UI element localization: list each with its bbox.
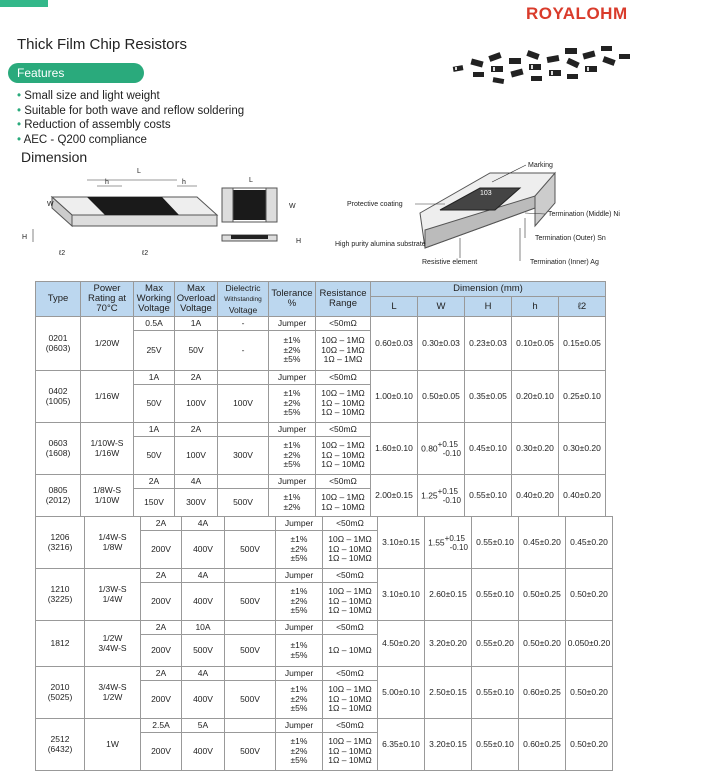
table-row-jumper (36, 667, 613, 681)
cell-dim-W: 2.60±0.15 (425, 569, 472, 621)
cell-range: 10Ω – 1MΩ 1Ω – 10MΩ 1Ω – 10MΩ (316, 385, 371, 423)
cell-dim-H: 0.23±0.03 (465, 317, 512, 371)
cell-dielectric: 100V (218, 385, 269, 423)
header-dielectric (218, 282, 269, 317)
cell-dielectric: 300V (218, 437, 269, 475)
cell-jumper-range: <50mΩ (323, 667, 378, 681)
cell-dim-L: 0.60±0.03 (371, 317, 418, 371)
cell-overload: 400V (182, 583, 225, 621)
cell-dim-h: 0.30±0.20 (512, 423, 559, 475)
cell-jumper-range: <50mΩ (323, 621, 378, 635)
type-code: 2512 (50, 734, 70, 744)
dim-label-H: H (22, 234, 28, 241)
spec-table-lower (35, 516, 613, 771)
cell-dielectric: 500V (218, 489, 269, 517)
type-code: 1210 (50, 584, 70, 594)
dim-label-l2b: ℓ2 (142, 250, 149, 257)
cell-type (36, 317, 81, 371)
type-code: 1812 (50, 637, 70, 648)
cell-type (36, 517, 85, 569)
cell-jumper-overload: 5A (182, 719, 225, 733)
cell-overload: 50V (175, 331, 218, 371)
cell-tolerance: ±1% ±2% (269, 489, 316, 517)
cell-jumper-tol: Jumper (276, 719, 323, 733)
dim-label-W: W (47, 201, 54, 208)
cell-jumper-dielectric (225, 719, 276, 733)
cell-working: 50V (134, 385, 175, 423)
cell-jumper-overload: 4A (182, 667, 225, 681)
cell-jumper-dielectric (225, 517, 276, 531)
cell-jumper-overload: 4A (182, 517, 225, 531)
cell-dim-W: 3.20±0.20 (425, 621, 472, 667)
cell-dim-L: 1.60±0.10 (371, 423, 418, 475)
label-termination-middle: Termination (Middle) Ni (548, 211, 620, 218)
cell-jumper-tol: Jumper (276, 517, 323, 531)
table-row-jumper (36, 371, 606, 385)
table-row-jumper (36, 423, 606, 437)
header-h: h (512, 297, 559, 317)
cell-type (36, 475, 81, 517)
cell-type (36, 423, 81, 475)
table-row-jumper (36, 317, 606, 331)
cell-jumper-working: 2A (141, 621, 182, 635)
cell-dim-h: 0.60±0.25 (519, 719, 566, 771)
dimension-drawing (17, 160, 317, 265)
cell-dim-W: 3.20±0.15 (425, 719, 472, 771)
cell-dielectric: - (218, 331, 269, 371)
cell-jumper-overload: 1A (175, 317, 218, 331)
cell-overload: 400V (182, 733, 225, 771)
cell-jumper-overload: 4A (182, 569, 225, 583)
cell-dim-h: 0.45±0.20 (519, 517, 566, 569)
cell-dim-L: 1.00±0.10 (371, 371, 418, 423)
cell-dim-W: 1.55+0.15 -0.10 (425, 517, 472, 569)
brand-logo: ROYALOHM (526, 4, 628, 23)
table-row-jumper (36, 517, 613, 531)
cell-dim-L: 2.00±0.15 (371, 475, 418, 517)
type-code: 1206 (50, 532, 70, 542)
cell-jumper-tol: Jumper (269, 371, 316, 385)
cell-jumper-overload: 4A (175, 475, 218, 489)
cell-jumper-dielectric (218, 423, 269, 437)
cell-dim-H: 0.55±0.20 (472, 621, 519, 667)
cell-overload: 500V (182, 635, 225, 667)
cell-jumper-overload: 2A (175, 423, 218, 437)
cell-power: 1/8W-S 1/10W (81, 475, 134, 517)
page-title: Thick Film Chip Resistors (17, 36, 188, 53)
cell-range: 10Ω – 1MΩ 1Ω – 10MΩ 1Ω – 10MΩ (323, 531, 378, 569)
chip-resistors-image (443, 40, 643, 90)
cell-power: 1W (85, 719, 141, 771)
cell-jumper-dielectric (218, 475, 269, 489)
table-body-bottom (36, 517, 613, 771)
cell-jumper-range: <50mΩ (323, 569, 378, 583)
cell-dim-H: 0.55±0.10 (472, 667, 519, 719)
cell-working: 200V (141, 531, 182, 569)
header-max-working: Max Working Voltage (134, 282, 175, 317)
cell-dim-W: 0.80+0.15 -0.10 (418, 423, 465, 475)
cell-range: 1Ω – 10MΩ (323, 635, 378, 667)
header-H: H (465, 297, 512, 317)
cell-working: 200V (141, 583, 182, 621)
cell-dim-H: 0.55±0.10 (472, 517, 519, 569)
cell-dim-l2: 0.25±0.10 (559, 371, 606, 423)
table-row-jumper (36, 569, 613, 583)
cell-dim-H: 0.55±0.10 (472, 719, 519, 771)
type-metric: (3216) (47, 541, 73, 552)
cell-working: 50V (134, 437, 175, 475)
cell-dim-h: 0.10±0.05 (512, 317, 559, 371)
cell-dim-W: 1.25+0.15 -0.10 (418, 475, 465, 517)
cell-jumper-working: 2A (134, 475, 175, 489)
cell-dim-l2: 0.050±0.20 (566, 621, 613, 667)
cell-jumper-tol: Jumper (269, 475, 316, 489)
type-code: 0201 (48, 333, 68, 343)
cell-jumper-tol: Jumper (269, 317, 316, 331)
header-L: L (371, 297, 418, 317)
cell-range: 10Ω – 1MΩ 1Ω – 10MΩ 1Ω – 10MΩ (316, 437, 371, 475)
cell-range: 10Ω – 1MΩ 1Ω – 10MΩ 1Ω – 10MΩ (323, 733, 378, 771)
cell-dielectric: 500V (225, 733, 276, 771)
cell-jumper-dielectric (225, 569, 276, 583)
cell-range: 10Ω – 1MΩ 1Ω – 10MΩ (316, 489, 371, 517)
header-resistance: Resistance Range (316, 282, 371, 317)
features-label: Features (17, 66, 65, 80)
cell-dim-W: 2.50±0.15 (425, 667, 472, 719)
cell-jumper-range: <50mΩ (316, 475, 371, 489)
cell-tolerance: ±1% ±2% ±5% (276, 531, 323, 569)
cell-power: 1/2W 3/4W-S (85, 621, 141, 667)
cell-working: 200V (141, 681, 182, 719)
header-max-overload: Max Overload Voltage (175, 282, 218, 317)
cell-dim-L: 6.35±0.10 (378, 719, 425, 771)
cell-dim-L: 3.10±0.10 (378, 569, 425, 621)
dim-label-l2: ℓ2 (59, 250, 66, 257)
cell-jumper-tol: Jumper (276, 621, 323, 635)
cutaway-diagram (330, 158, 660, 273)
type-code: 0402 (48, 386, 68, 396)
header-power: Power Rating at 70°C (81, 282, 134, 317)
cell-dim-h: 0.40±0.20 (512, 475, 559, 517)
cell-working: 150V (134, 489, 175, 517)
table-row-jumper (36, 475, 606, 489)
cell-power: 1/4W-S 1/8W (85, 517, 141, 569)
dim-label-W2: W (289, 203, 296, 210)
table-row-jumper (36, 621, 613, 635)
cell-jumper-range: <50mΩ (316, 317, 371, 331)
cell-dim-l2: 0.50±0.20 (566, 719, 613, 771)
header-dielectric-line2: Withstanding (224, 296, 262, 303)
cell-working: 25V (134, 331, 175, 371)
cell-overload: 100V (175, 437, 218, 475)
cell-jumper-overload: 10A (182, 621, 225, 635)
cell-dielectric: 500V (225, 635, 276, 667)
cell-dielectric: 500V (225, 681, 276, 719)
header-l2: ℓ2 (559, 297, 606, 317)
cell-dim-L: 3.10±0.15 (378, 517, 425, 569)
cell-power: 3/4W-S 1/2W (85, 667, 141, 719)
cell-jumper-tol: Jumper (276, 569, 323, 583)
cell-jumper-dielectric: - (218, 317, 269, 331)
cell-dim-L: 4.50±0.20 (378, 621, 425, 667)
cell-range: 10Ω – 1MΩ 10Ω – 1MΩ 1Ω – 1MΩ (316, 331, 371, 371)
features-badge (8, 63, 144, 83)
header-W: W (418, 297, 465, 317)
cell-jumper-overload: 2A (175, 371, 218, 385)
type-metric: (2012) (45, 494, 71, 505)
cell-jumper-working: 0.5A (134, 317, 175, 331)
header-dimension: Dimension (mm) (371, 282, 606, 297)
cell-dim-H: 0.55±0.10 (472, 569, 519, 621)
cell-dim-l2: 0.50±0.20 (566, 667, 613, 719)
label-termination-inner: Termination (Inner) Ag (530, 259, 599, 266)
feature-list (17, 89, 244, 147)
feature-item: • AEC - Q200 compliance (17, 133, 244, 148)
cell-dim-h: 0.50±0.25 (519, 569, 566, 621)
cell-jumper-working: 2A (141, 667, 182, 681)
cell-type (36, 621, 85, 667)
cell-dielectric: 500V (225, 583, 276, 621)
cell-power: 1/10W-S 1/16W (81, 423, 134, 475)
cell-dim-H: 0.55±0.10 (465, 475, 512, 517)
cell-jumper-tol: Jumper (276, 667, 323, 681)
feature-item: • Reduction of assembly costs (17, 118, 244, 133)
cell-dim-H: 0.45±0.10 (465, 423, 512, 475)
cell-dim-l2: 0.40±0.20 (559, 475, 606, 517)
cell-working: 200V (141, 635, 182, 667)
cell-working: 200V (141, 733, 182, 771)
cell-type (36, 667, 85, 719)
type-metric: (1608) (45, 447, 71, 458)
cell-dim-H: 0.35±0.05 (465, 371, 512, 423)
cell-dim-L: 5.00±0.10 (378, 667, 425, 719)
dim-label-L2: L (249, 177, 253, 184)
cell-dielectric: 500V (225, 531, 276, 569)
feature-item: • Small size and light weight (17, 89, 244, 104)
header-dielectric-line3: Voltage (228, 305, 258, 315)
cell-tolerance: ±1% ±2% ±5% (269, 331, 316, 371)
cell-dim-h: 0.60±0.25 (519, 667, 566, 719)
cell-jumper-dielectric (218, 371, 269, 385)
cell-jumper-working: 2.5A (141, 719, 182, 733)
cell-overload: 400V (182, 531, 225, 569)
cell-tolerance: ±1% ±2% ±5% (276, 681, 323, 719)
type-metric: (6432) (47, 743, 73, 754)
dim-label-h2: h (182, 179, 186, 186)
header-dielectric-line1: Dielectric (225, 283, 261, 293)
label-resistive: Resistive element (422, 259, 478, 266)
cell-jumper-dielectric (225, 621, 276, 635)
cell-dim-h: 0.20±0.10 (512, 371, 559, 423)
header-tolerance: Tolerance % (269, 282, 316, 317)
table-body-top (36, 317, 606, 517)
type-metric: (3225) (47, 593, 73, 604)
cell-power: 1/16W (81, 371, 134, 423)
dim-label-h: h (105, 179, 109, 186)
cell-overload: 300V (175, 489, 218, 517)
marking-code: 103 (480, 190, 492, 197)
cell-jumper-range: <50mΩ (316, 423, 371, 437)
label-substrate: High purity alumina substrate (335, 241, 426, 248)
cell-jumper-range: <50mΩ (323, 719, 378, 733)
cell-dim-W: 0.30±0.03 (418, 317, 465, 371)
cell-tolerance: ±1% ±2% ±5% (276, 583, 323, 621)
cell-type (36, 569, 85, 621)
type-code: 2010 (50, 682, 70, 692)
cell-jumper-working: 2A (141, 517, 182, 531)
dim-label-L: L (137, 168, 141, 175)
cell-type (36, 719, 85, 771)
cell-range: 10Ω – 1MΩ 1Ω – 10MΩ 1Ω – 10MΩ (323, 583, 378, 621)
cell-dim-l2: 0.15±0.05 (559, 317, 606, 371)
cell-jumper-working: 1A (134, 423, 175, 437)
table-header-row (36, 282, 606, 297)
cell-power: 1/3W-S 1/4W (85, 569, 141, 621)
type-metric: (5025) (47, 691, 73, 702)
cell-tolerance: ±1% ±2% ±5% (269, 385, 316, 423)
dim-label-H2: H (296, 238, 302, 245)
cell-dim-l2: 0.30±0.20 (559, 423, 606, 475)
type-code: 0603 (48, 438, 68, 448)
corner-tab (0, 0, 48, 7)
spec-table (35, 281, 606, 517)
cell-jumper-working: 1A (134, 371, 175, 385)
type-metric: (1005) (45, 395, 71, 406)
cell-jumper-range: <50mΩ (316, 371, 371, 385)
cell-tolerance: ±1% ±2% ±5% (276, 733, 323, 771)
cell-dim-h: 0.50±0.20 (519, 621, 566, 667)
table-row-jumper (36, 719, 613, 733)
cell-jumper-range: <50mΩ (323, 517, 378, 531)
type-metric: (0603) (45, 342, 71, 353)
cell-dim-W: 0.50±0.05 (418, 371, 465, 423)
cell-power: 1/20W (81, 317, 134, 371)
cell-overload: 400V (182, 681, 225, 719)
cell-range: 10Ω – 1MΩ 1Ω – 10MΩ 1Ω – 10MΩ (323, 681, 378, 719)
header-type: Type (36, 282, 81, 317)
feature-item: • Suitable for both wave and reflow soldering (17, 104, 244, 119)
cell-tolerance: ±1% ±2% ±5% (269, 437, 316, 475)
cell-tolerance: ±1% ±5% (276, 635, 323, 667)
type-code: 0805 (48, 485, 68, 495)
cell-overload: 100V (175, 385, 218, 423)
cell-type (36, 371, 81, 423)
cell-jumper-working: 2A (141, 569, 182, 583)
cell-jumper-tol: Jumper (269, 423, 316, 437)
cell-dim-l2: 0.50±0.20 (566, 569, 613, 621)
label-termination-outer: Termination (Outer) Sn (535, 235, 606, 242)
label-marking: Marking (528, 162, 553, 169)
label-protective: Protective coating (347, 201, 403, 208)
cell-dim-l2: 0.45±0.20 (566, 517, 613, 569)
cell-jumper-dielectric (225, 667, 276, 681)
dimension-heading: Dimension (21, 149, 88, 165)
